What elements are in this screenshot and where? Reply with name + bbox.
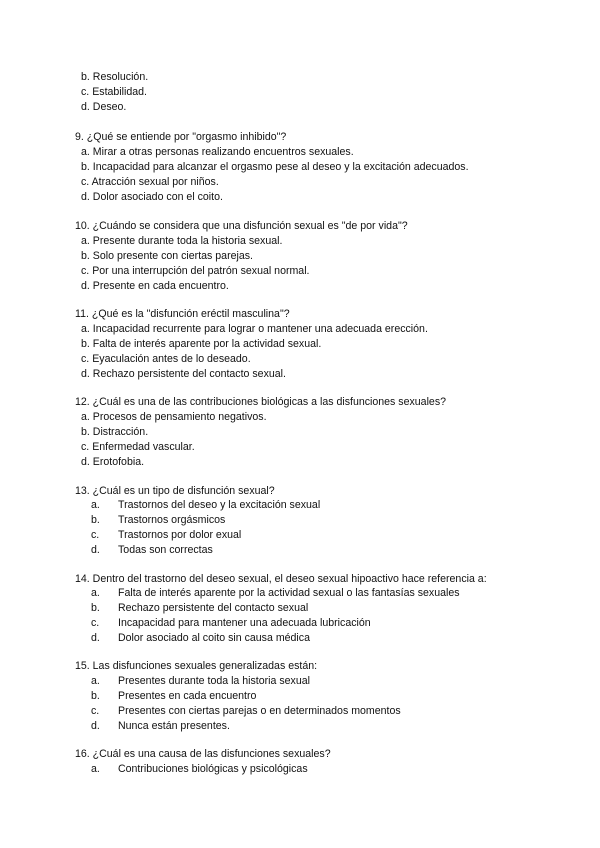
list-item: d. Dolor asociado al coito sin causa médica — [91, 632, 310, 644]
question-title: 11. ¿Qué es la "disfunción eréctil masculina"? — [75, 308, 290, 320]
list-item: b. Trastornos orgásmicos — [91, 514, 226, 526]
list-item: a. Contribuciones biológicas y psicológicas — [91, 763, 308, 775]
list-item: c. Incapacidad para mantener una adecuada lubricación — [91, 617, 371, 629]
list-item: a. Procesos de pensamiento negativos. — [81, 411, 267, 423]
list-item: d. Erotofobia. — [81, 456, 145, 468]
list-item: b. Resolución. — [81, 71, 149, 83]
list-item: b. Incapacidad para alcanzar el orgasmo pese al deseo y la excitación adecuados. — [81, 161, 469, 173]
question-title: 16. ¿Cuál es una causa de las disfunciones sexuales? — [75, 748, 331, 760]
list-item: d. Todas son correctas — [91, 544, 213, 556]
list-item: c. Eyaculación antes de lo deseado. — [81, 353, 251, 365]
list-item: a. Incapacidad recurrente para lograr o mantener una adecuada erección. — [81, 323, 428, 335]
list-item: a. Presente durante toda la historia sexual. — [81, 235, 283, 247]
list-item: d. Dolor asociado con el coito. — [81, 191, 223, 203]
list-item: b. Rechazo persistente del contacto sexual — [91, 602, 309, 614]
list-item: d. Nunca están presentes. — [91, 720, 230, 732]
list-item: c. Presentes con ciertas parejas o en determinados momentos — [91, 705, 401, 717]
list-item: a. Falta de interés aparente por la actividad sexual o las fantasías sexuales — [91, 587, 460, 599]
question-title: 10. ¿Cuándo se considera que una disfunción sexual es "de por vida"? — [75, 220, 408, 232]
list-item: d. Deseo. — [81, 101, 127, 113]
list-item: c. Trastornos por dolor exual — [91, 529, 242, 541]
list-item: d. Rechazo persistente del contacto sexual. — [81, 368, 286, 380]
list-item: b. Distracción. — [81, 426, 149, 438]
question-title: 12. ¿Cuál es una de las contribuciones biológicas a las disfunciones sexuales? — [75, 396, 447, 408]
list-item: a. Presentes durante toda la historia sexual — [91, 675, 310, 687]
question-title: 13. ¿Cuál es un tipo de disfunción sexual? — [75, 485, 275, 497]
list-item: c. Por una interrupción del patrón sexual normal. — [81, 265, 310, 277]
list-item: a. Mirar a otras personas realizando encuentros sexuales. — [81, 146, 354, 158]
list-item: b. Presentes en cada encuentro — [91, 690, 257, 702]
question-title: 9. ¿Qué se entiende por "orgasmo inhibido"? — [75, 131, 287, 143]
question-title: 14. Dentro del trastorno del deseo sexual, el deseo sexual hipoactivo hace referencia a: — [75, 573, 487, 585]
list-item: c. Enfermedad vascular. — [81, 441, 195, 453]
list-item: d. Presente en cada encuentro. — [81, 280, 229, 292]
list-item: a. Trastornos del deseo y la excitación sexual — [91, 499, 321, 511]
list-item: c. Estabilidad. — [81, 86, 147, 98]
list-item: b. Falta de interés aparente por la actividad sexual. — [81, 338, 322, 350]
list-item: c. Atracción sexual por niños. — [81, 176, 219, 188]
list-item: b. Solo presente con ciertas parejas. — [81, 250, 253, 262]
question-title: 15. Las disfunciones sexuales generalizadas están: — [75, 660, 318, 672]
